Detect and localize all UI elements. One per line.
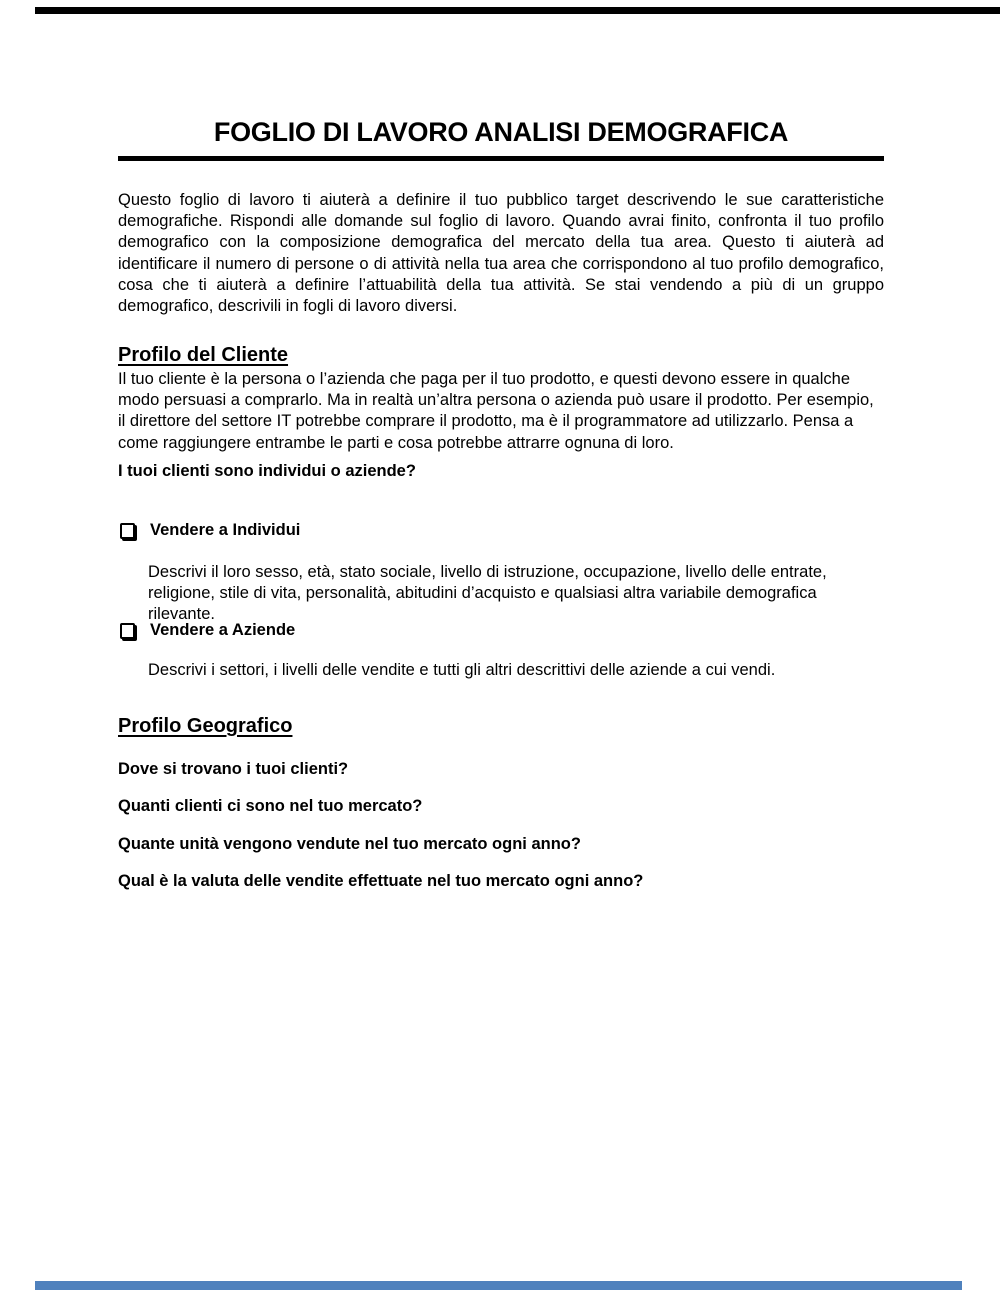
option-description-businesses: Descrivi i settori, i livelli delle vendite e tutti gli altri descrittivi delle aziende a cui vendi. — [148, 661, 776, 679]
option-sell-to-businesses — [118, 620, 884, 641]
customer-profile-paragraph: Il tuo cliente è la persona o l’azienda che paga per il tuo prodotto, e questi devono essere in qualche modo persuasi a comprarlo. Ma in realtà un’altra persona o azienda può usare il prodotto. Per esempio, il direttore del settore IT potrebbe comprare il prodotto, ma è il programmatore ad utilizzarlo. Pensa a come raggiungere entrambe le parti e cosa potrebbe attrarre ognuna di loro. — [118, 370, 874, 452]
option-label: Vendere a Aziende — [150, 621, 296, 639]
checkbox-icon[interactable] — [120, 523, 135, 539]
section-heading-geographic-profile: Profilo Geografico — [118, 715, 293, 737]
question-where-customers: Dove si trovano i tuoi clienti? — [118, 760, 349, 778]
page-title: FOGLIO DI LAVORO ANALISI DEMOGRAFICA — [213, 117, 789, 147]
footer-rule — [35, 1281, 962, 1290]
section-heading-customer-profile: Profilo del Cliente — [118, 344, 289, 366]
question-how-many-customers: Quanti clienti ci sono nel tuo mercato? — [118, 797, 423, 815]
question-customers-type: I tuoi clienti sono individui o aziende? — [118, 462, 416, 480]
checkbox-icon[interactable] — [120, 623, 135, 639]
option-description-individuals: Descrivi il loro sesso, età, stato sociale, livello di istruzione, occupazione, livello delle entrate, religione, stile di vita, personalità, abitudini d’acquisto e qualsiasi altra variabile demografica rilevante. — [148, 563, 827, 624]
option-sell-to-individuals — [118, 520, 884, 541]
question-sales-value: Qual è la valuta delle vendite effettuate nel tuo mercato ogni anno? — [118, 872, 644, 890]
title-rule — [118, 156, 884, 161]
intro-paragraph: Questo foglio di lavoro ti aiuterà a definire il tuo pubblico target descrivendo le sue caratteristiche demografiche. Rispondi alle domande sul foglio di lavoro. Quando avrai finito, confronta il tuo profilo demografico con la composizione demografica del mercato della tua area. Questo ti aiuterà ad identificare il numero di persone o di attività nella tua area che corrispondono al tuo profilo demografico, cosa che ti aiuterà a definire l’attuabilità della tua attività. Se stai vendendo a più di un gruppo demografico, descrivili in fogli di lavoro diversi. — [118, 191, 884, 316]
option-label: Vendere a Individui — [150, 521, 301, 539]
header-rule — [35, 7, 1000, 14]
question-units-sold: Quante unità vengono vendute nel tuo mercato ogni anno? — [118, 835, 581, 853]
